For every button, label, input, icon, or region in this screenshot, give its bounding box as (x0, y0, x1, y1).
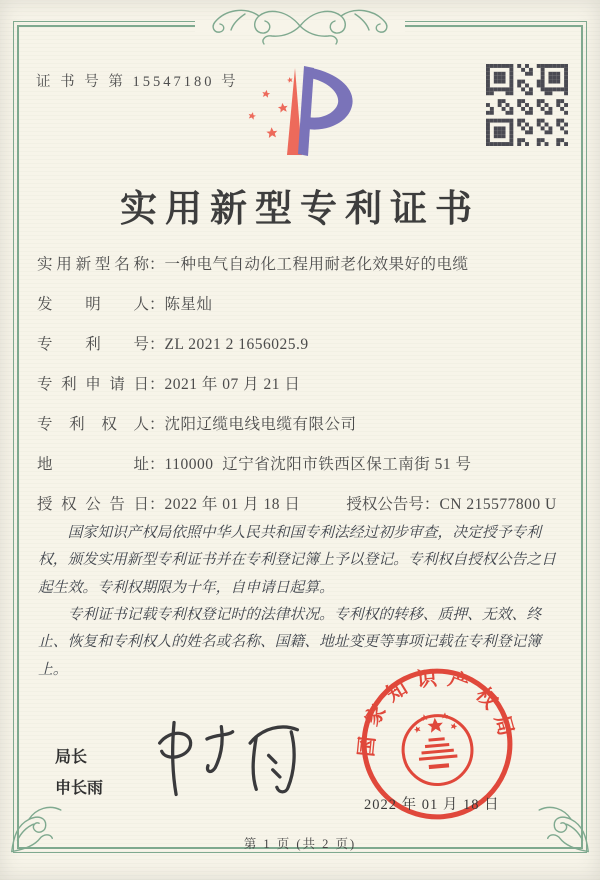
director-signature-icon (135, 713, 320, 803)
seal-text: 国家知识产权局 (355, 667, 520, 758)
body-paragraph-1: 国家知识产权局依照中华人民共和国专利法经过初步审查，决定授予专利权，颁发实用新型专利证书并在专利登记簿上予以登记。专利权自授权公告之日起生效。专利权期限为十年，自申请日起算。 (38, 525, 556, 596)
field-value: 2022 年 01 月 18 日 (164, 496, 301, 513)
field-row-patent-no (37, 332, 574, 353)
page-footer: 第 1 页 (共 2 页) (243, 837, 357, 851)
field-colon: ： (149, 336, 165, 353)
field-value: 2021 年 07 月 21 日 (164, 376, 301, 393)
field-label: 实用新型名称 (37, 256, 149, 273)
field-row-patentee (37, 412, 574, 433)
field-label: 专利申请日 (37, 376, 149, 393)
field-colon: ： (149, 376, 165, 393)
field-row-address (37, 452, 574, 473)
grant-no-label: 授权公告号 (346, 496, 424, 513)
field-value: 110000 辽宁省沈阳市铁西区保工南街 51 号 (164, 456, 472, 473)
field-label: 发明人 (37, 296, 149, 313)
field-label: 授权公告日 (37, 496, 149, 513)
qr-code (486, 64, 568, 146)
national-emblem-icon (400, 710, 475, 788)
certificate-title: 实用新型专利证书 (120, 189, 480, 230)
field-label: 专利权人 (37, 416, 149, 433)
top-dragon-ornament-icon (195, 2, 405, 48)
field-row-inventor (37, 292, 574, 313)
seal-date: 2022 年 01 月 18 日 (364, 797, 500, 813)
field-colon: ： (423, 496, 440, 513)
field-value: 一种电气自动化工程用耐老化效果好的电缆 (164, 256, 469, 273)
field-value: 陈星灿 (164, 296, 213, 313)
field-row-name (37, 252, 574, 273)
director-name: 申长雨 (55, 780, 104, 798)
certificate-number: 证 书 号 第 15547180 号 (36, 74, 239, 90)
signer-block (55, 742, 103, 804)
field-value: ZL 2021 2 1656025.9 (164, 336, 309, 353)
certificate-fields (37, 252, 574, 532)
field-label: 专利号 (37, 336, 149, 353)
field-row-grant (37, 492, 574, 513)
field-row-filing-date (37, 372, 574, 393)
field-colon: ： (149, 496, 165, 513)
field-colon: ： (149, 456, 165, 473)
grant-no-value: CN 215577800 U (439, 496, 557, 513)
cnipa-logo-icon (238, 58, 358, 170)
field-value: 沈阳辽缆电线电缆有限公司 (164, 416, 357, 433)
body-paragraph-2: 专利证书记载专利权登记时的法律状况。专利权的转移、质押、无效、终止、恢复和专利权人的姓名或名称、国籍、地址变更等事项记载在专利登记簿上。 (38, 607, 542, 678)
field-label: 地址 (37, 456, 149, 473)
field-colon: ： (149, 296, 165, 313)
director-title: 局长 (55, 749, 88, 766)
field-colon: ： (149, 416, 165, 433)
field-colon: ： (149, 256, 165, 273)
